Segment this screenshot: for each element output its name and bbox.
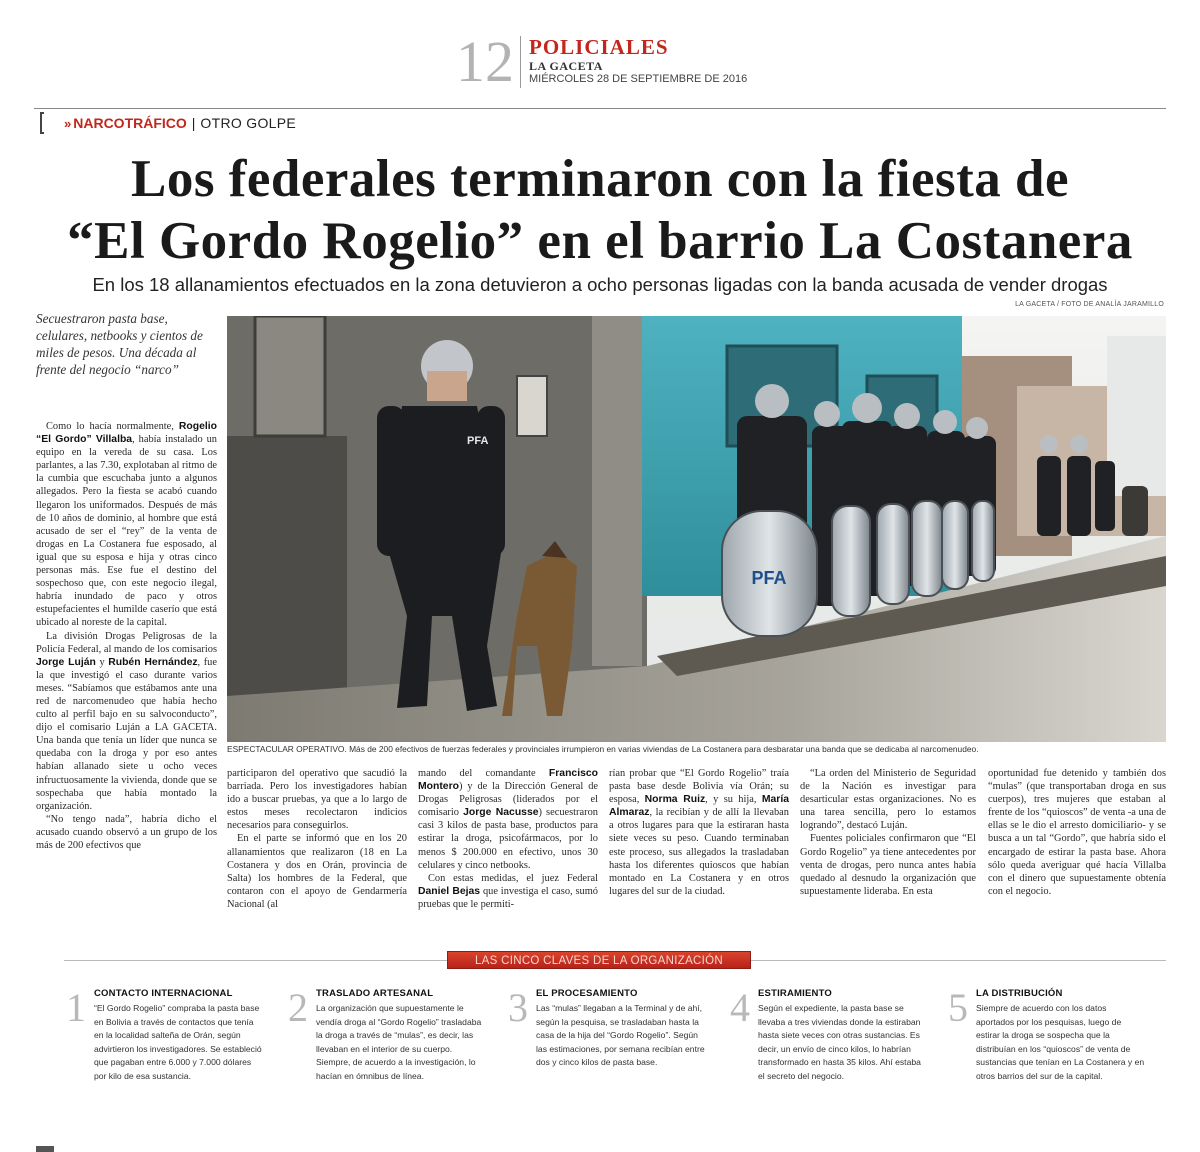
key-number: 3 xyxy=(508,985,528,1030)
text-run: y xyxy=(95,656,109,668)
body-column-5 xyxy=(800,767,976,898)
key-title: CONTACTO INTERNACIONAL xyxy=(94,988,233,999)
band-rule-right xyxy=(751,960,1166,961)
issue-date: MIÉRCOLES 28 DE SEPTIEMBRE DE 2016 xyxy=(529,73,748,85)
text-run: , y su hija, xyxy=(705,794,762,806)
body-column-1 xyxy=(36,420,217,852)
paragraph: Fuentes policiales confirmaron que “El Gordo Rogelio” ya tiene antecedentes por venta de drogas, pero nunca antes había quedado al desnudo la organización que supuestamente lideraba. En esta xyxy=(800,833,976,897)
body-column-6 xyxy=(988,767,1166,898)
key-title: LA DISTRIBUCIÓN xyxy=(976,988,1063,999)
kicker-bracket xyxy=(40,112,44,134)
person-name: Daniel Bejas xyxy=(418,885,481,897)
kicker-arrows-icon: » xyxy=(64,115,72,131)
paragraph xyxy=(609,767,789,898)
body-column-2 xyxy=(227,767,407,911)
key-number: 4 xyxy=(730,985,750,1030)
page-corner-mark xyxy=(36,1146,54,1152)
vest-label: PFA xyxy=(467,435,489,447)
key-number: 1 xyxy=(66,985,86,1030)
key-number: 2 xyxy=(288,985,308,1030)
text-run: , fue la que investigó el caso durante varios meses. “Sabíamos que estábamos ante una red de narcomenudeo que había hecho culto al perfil bajo en su salvoconducto”, dijo el comisario Luján a LA GACETA. Una banda que tenía un líder que nunca se quedaba con la droga y por eso antes habían allanado siete u ocho veces infructuosamente la vivienda, donde que se sospechaba que había montado la organización. xyxy=(36,656,217,812)
paragraph: “No tengo nada”, habría dicho el acusado cuando observó a un grupo de los más de 200 efectivos que xyxy=(36,813,217,851)
subheadline: En los 18 allanamientos efectuados en la zona detuvieron a ocho personas ligadas con la banda acusada de vender drogas xyxy=(92,274,1108,295)
text-run: Como lo hacía normalmente, xyxy=(46,421,179,432)
key-text: Según el expediente, la pasta base se llevaba a tres viviendas donde la estiraban hasta siete veces con otras sustancias. Es decir, un envío de cinco kilos, lo habrían transformado en hasta 35 kilos. Ahí estaba el secreto del negocio. xyxy=(758,1003,921,1081)
key-number: 5 xyxy=(948,985,968,1030)
kicker xyxy=(64,115,296,131)
paper-name: LA GACETA xyxy=(529,59,603,73)
section-name: POLICIALES xyxy=(529,35,669,59)
headline-line-1: Los federales terminaron con la fiesta de xyxy=(130,150,1070,208)
paragraph xyxy=(418,872,598,911)
photo-caption: ESPECTACULAR OPERATIVO. Más de 200 efectivos de fuerzas federales y provinciales irrumpieron en varias viviendas de La Costanera para desbaratar una banda que se dedicaba al narcomenudeo. xyxy=(227,744,979,754)
paragraph: “La orden del Ministerio de Seguridad de la Nación es investigar para desarticular estas organizaciones. No es una tarea sencilla, pero lo estamos logrando”, destacó Luján. xyxy=(800,768,976,832)
key-title: ESTIRAMIENTO xyxy=(758,988,833,999)
paragraph xyxy=(36,420,217,630)
key-text: La organización que supuestamente le vendía droga al “Gordo Rogelio” trasladaba la droga a través de “mulas”, es decir, las llevaban en el interior de su cuerpo. Siempre, de acuerdo a la investigación, lo hacían en ómnibus de línea. xyxy=(316,1003,482,1081)
key-text: Siempre de acuerdo con los datos aportados por los pesquisas, luego de estirar la droga se sospecha que la distribuían en los “quioscos” de venta de sustancias que tenían en La Costanera y en otros barrios del sur de la capital. xyxy=(976,1003,1145,1081)
masthead-divider xyxy=(520,36,521,88)
paragraph: oportunidad fue detenido y también dos “mulas” (que transportaban droga en sus cuerpos), tres mujeres que estaban al frente de los “quioscos” de venta -a una de ellas se le dio el arresto domiciliario- y se busca a un tal “Gordo”, que habría sido el encargado de estirar la pasta base. Ahora sólo queda averiguar qué hacía Villalba con el dinero que supuestamente obtenía con el negocio. xyxy=(988,768,1166,897)
kicker-separator: | xyxy=(191,115,196,131)
text-run: Con estas medidas, el juez Federal xyxy=(428,872,598,884)
person-name: Norma Ruiz xyxy=(644,794,706,806)
key-text: Las “mulas” llegaban a la Terminal y de ahí, según la pesquisa, se trasladaban hasta la casa de la hija del “Gordo Rogelio”. Según las estimaciones, por semana recibían entre dos y cinco kilos de pasta base. xyxy=(536,1003,705,1068)
paragraph: participaron del operativo que sacudió la barriada. Pero los investigadores habían ido a buscar pruebas, ya que a lo largo de estos meses recolectaron indicios necesarios para conseguirlos. xyxy=(227,768,407,832)
photo-credit: LA GACETA / FOTO DE ANALÍA JARAMILLO xyxy=(1015,301,1164,308)
paragraph xyxy=(418,767,598,872)
person-name: Jorge Nacusse xyxy=(463,807,539,819)
band-rule-left xyxy=(64,960,447,961)
top-rule xyxy=(34,108,1166,109)
person-name: Jorge Luján xyxy=(36,656,96,668)
text-run: que investiga el caso, sumó pruebas que le permiti- xyxy=(418,885,598,910)
text-run: La división Drogas Peligrosas de la Policía Federal, al mando de los comisarios xyxy=(36,630,217,655)
person-name: Francisco Montero xyxy=(418,768,598,793)
text-run: , había instalado un equipo en la vereda de su casa. Los parlantes, a las 7.30, explotaban al ritmo de la cumbia que escuchaba junto a algunos allegados. Pero la fiesta se acabó cuando llegaron los uniformados. Después de más de 10 años de dominio, al hombre que está acusado de ser el “rey” de la venta de drogas en La Costanera fue esposado, al igual que su esposa e hija y otras cinco personas más. Ese fue el destino del sospechoso que, con este negocio ilegal, habría inundado de paco y otros estupefacientes el humilde caserío que está ubicado al noreste de la capital. xyxy=(36,434,218,629)
headline-line-2: “El Gordo Rogelio” en el barrio La Costanera xyxy=(67,212,1133,270)
text-run: mando del comandante xyxy=(418,768,549,779)
headline xyxy=(30,148,1170,272)
kicker-subtopic: OTRO GOLPE xyxy=(200,115,296,131)
text-run: ) secuestraron casi 3 kilos de pasta base, productos para estirar la droga, psicofármacos, por lo menos $ 200.000 en efectivo, unos 30 celulares y cinco netbooks. xyxy=(418,807,598,871)
person-name: Rogelio “El Gordo” Villalba xyxy=(36,421,217,446)
person-name: María Almaraz xyxy=(609,794,789,819)
five-keys-banner: LAS CINCO CLAVES DE LA ORGANIZACIÓN xyxy=(447,951,751,969)
key-title: EL PROCESAMIENTO xyxy=(536,988,638,999)
key-title: TRASLADO ARTESANAL xyxy=(316,988,434,999)
article-summary: Secuestraron pasta base, celulares, netbooks y cientos de miles de pesos. Una década al frente del negocio “narco” xyxy=(36,311,203,377)
page-number: 12 xyxy=(456,29,514,94)
text-run: rían probar que “El Gordo Rogelio” traía pasta base desde Bolivia vía Orán; su esposa, xyxy=(609,768,789,806)
main-photo xyxy=(227,316,1166,742)
police-operation-photo xyxy=(227,316,1166,742)
paragraph xyxy=(36,630,217,813)
key-text: “El Gordo Rogelio” compraba la pasta base en Bolivia a través de contactos que tenía en la localidad salteña de Orán, según advirtieron los investigadores. Se estableció que pagaban entre 6.000 y 7.000 dólares por kilo de esa sustancia. xyxy=(94,1003,262,1081)
body-column-3 xyxy=(418,767,598,911)
kicker-topic: NARCOTRÁFICO xyxy=(73,115,187,131)
paragraph: En el parte se informó que en los 20 allanamientos que realizaron (18 en La Costanera y dos en Orán, provincia de Salta) los hombres de la Federal, que contaron con el apoyo de Gendarmería Nacional (al xyxy=(227,833,407,910)
body-column-4 xyxy=(609,767,789,898)
person-name: Rubén Hernández xyxy=(108,656,198,668)
shield-label: PFA xyxy=(751,568,787,588)
masthead xyxy=(446,29,748,94)
masthead-info xyxy=(529,34,747,85)
text-run: ) y de la Dirección General de Drogas Peligrosas (liderados por el comisario xyxy=(418,781,598,819)
text-run: , la recibían y de allí la llevaban a otros lugares para que la estiraran hasta siete veces su peso. Cuando terminaban este proceso, sus allegados la trasladaban hasta los diferentes quioscos que habían montado en La Costanera y en otros lugares del sur de la ciudad. xyxy=(609,807,789,897)
